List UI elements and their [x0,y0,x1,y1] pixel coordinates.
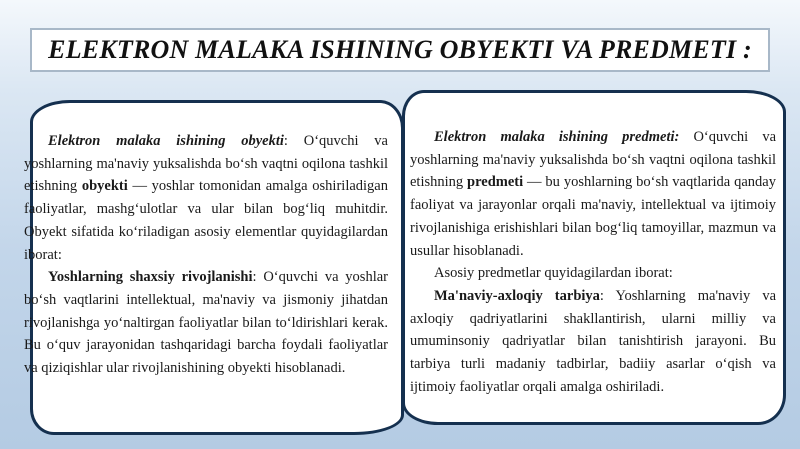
slide-title: ELEKTRON MALAKA ISHINING OBYEKTI VA PREDMETI : [48,35,752,64]
moral-education-paragraph [410,285,776,399]
subject-text-a: O‘quvchi va yoshlarning ma'naviy yuksalishda bo‘sh vaqtni oqilona tashkil etishning [410,129,777,191]
object-text-b: — yoshlar tomonidan amalga oshiriladigan faoliyatlar, mashg‘ulotlar va ular bilan bog‘liq muhitdir. Obyekt sifatida ko‘riladigan asosiy elementlar quyidagilardan iborat: [24,178,388,263]
main-subjects-intro: Asosiy predmetlar quyidagilardan iborat: [434,265,673,282]
subject-paragraph [410,126,776,262]
moral-education-term: Ma'naviy-axloqiy tarbiya [434,287,600,304]
subject-term: Elektron malaka ishining predmeti: [434,129,680,145]
personal-development-term: Yoshlarning shaxsiy rivojlanishi [48,269,253,286]
left-panel-text [24,130,388,380]
object-term: Elektron malaka ishining obyekti [48,133,284,149]
personal-development-paragraph [24,266,388,380]
title-banner [30,28,770,72]
object-paragraph [24,130,388,266]
object-text-a: : O‘quvchi va yoshlarning ma'naviy yuksalishda bo‘sh vaqtni oqilona tashkil etishning [24,133,388,195]
object-bold-word: obyekti [81,178,128,195]
subject-bold-word: predmeti [467,174,524,191]
moral-education-text: : Yoshlarning ma'naviy va axloqiy qadriyatlarini shakllantirish, ularni milliy va umuminsoniy qadriyatlar bilan tanishtirish jarayoni. Bu tarbiya turli madaniy tadbirlar, badiiy asarlar o‘qish va ijtimoiy faoliyatlar orqali amalga oshiriladi. [410,287,777,395]
subject-text-b: — bu yoshlarning bo‘sh vaqtlarida qanday faoliyat va jarayonlar orqali ma'naviy, intellektual va ijtimoiy rivojlanishiga erishishlari bilan bog‘liq tamoyillar, mazmun va usullar hisoblanadi. [410,174,776,259]
personal-development-text: : O‘quvchi va yoshlar bo‘sh vaqtlarini intellektual, ma'naviy va jismoniy jihatdan rivojlanishga yo‘naltirgan faoliyatlar bilan to‘ldirishlari kerak. Bu o‘quv jarayonidan tashqaridagi barcha foydali faoliyatlar va qiziqishlar ular rivojlanishining obyekti hisoblanadi. [24,269,388,377]
right-panel-text [410,126,776,398]
